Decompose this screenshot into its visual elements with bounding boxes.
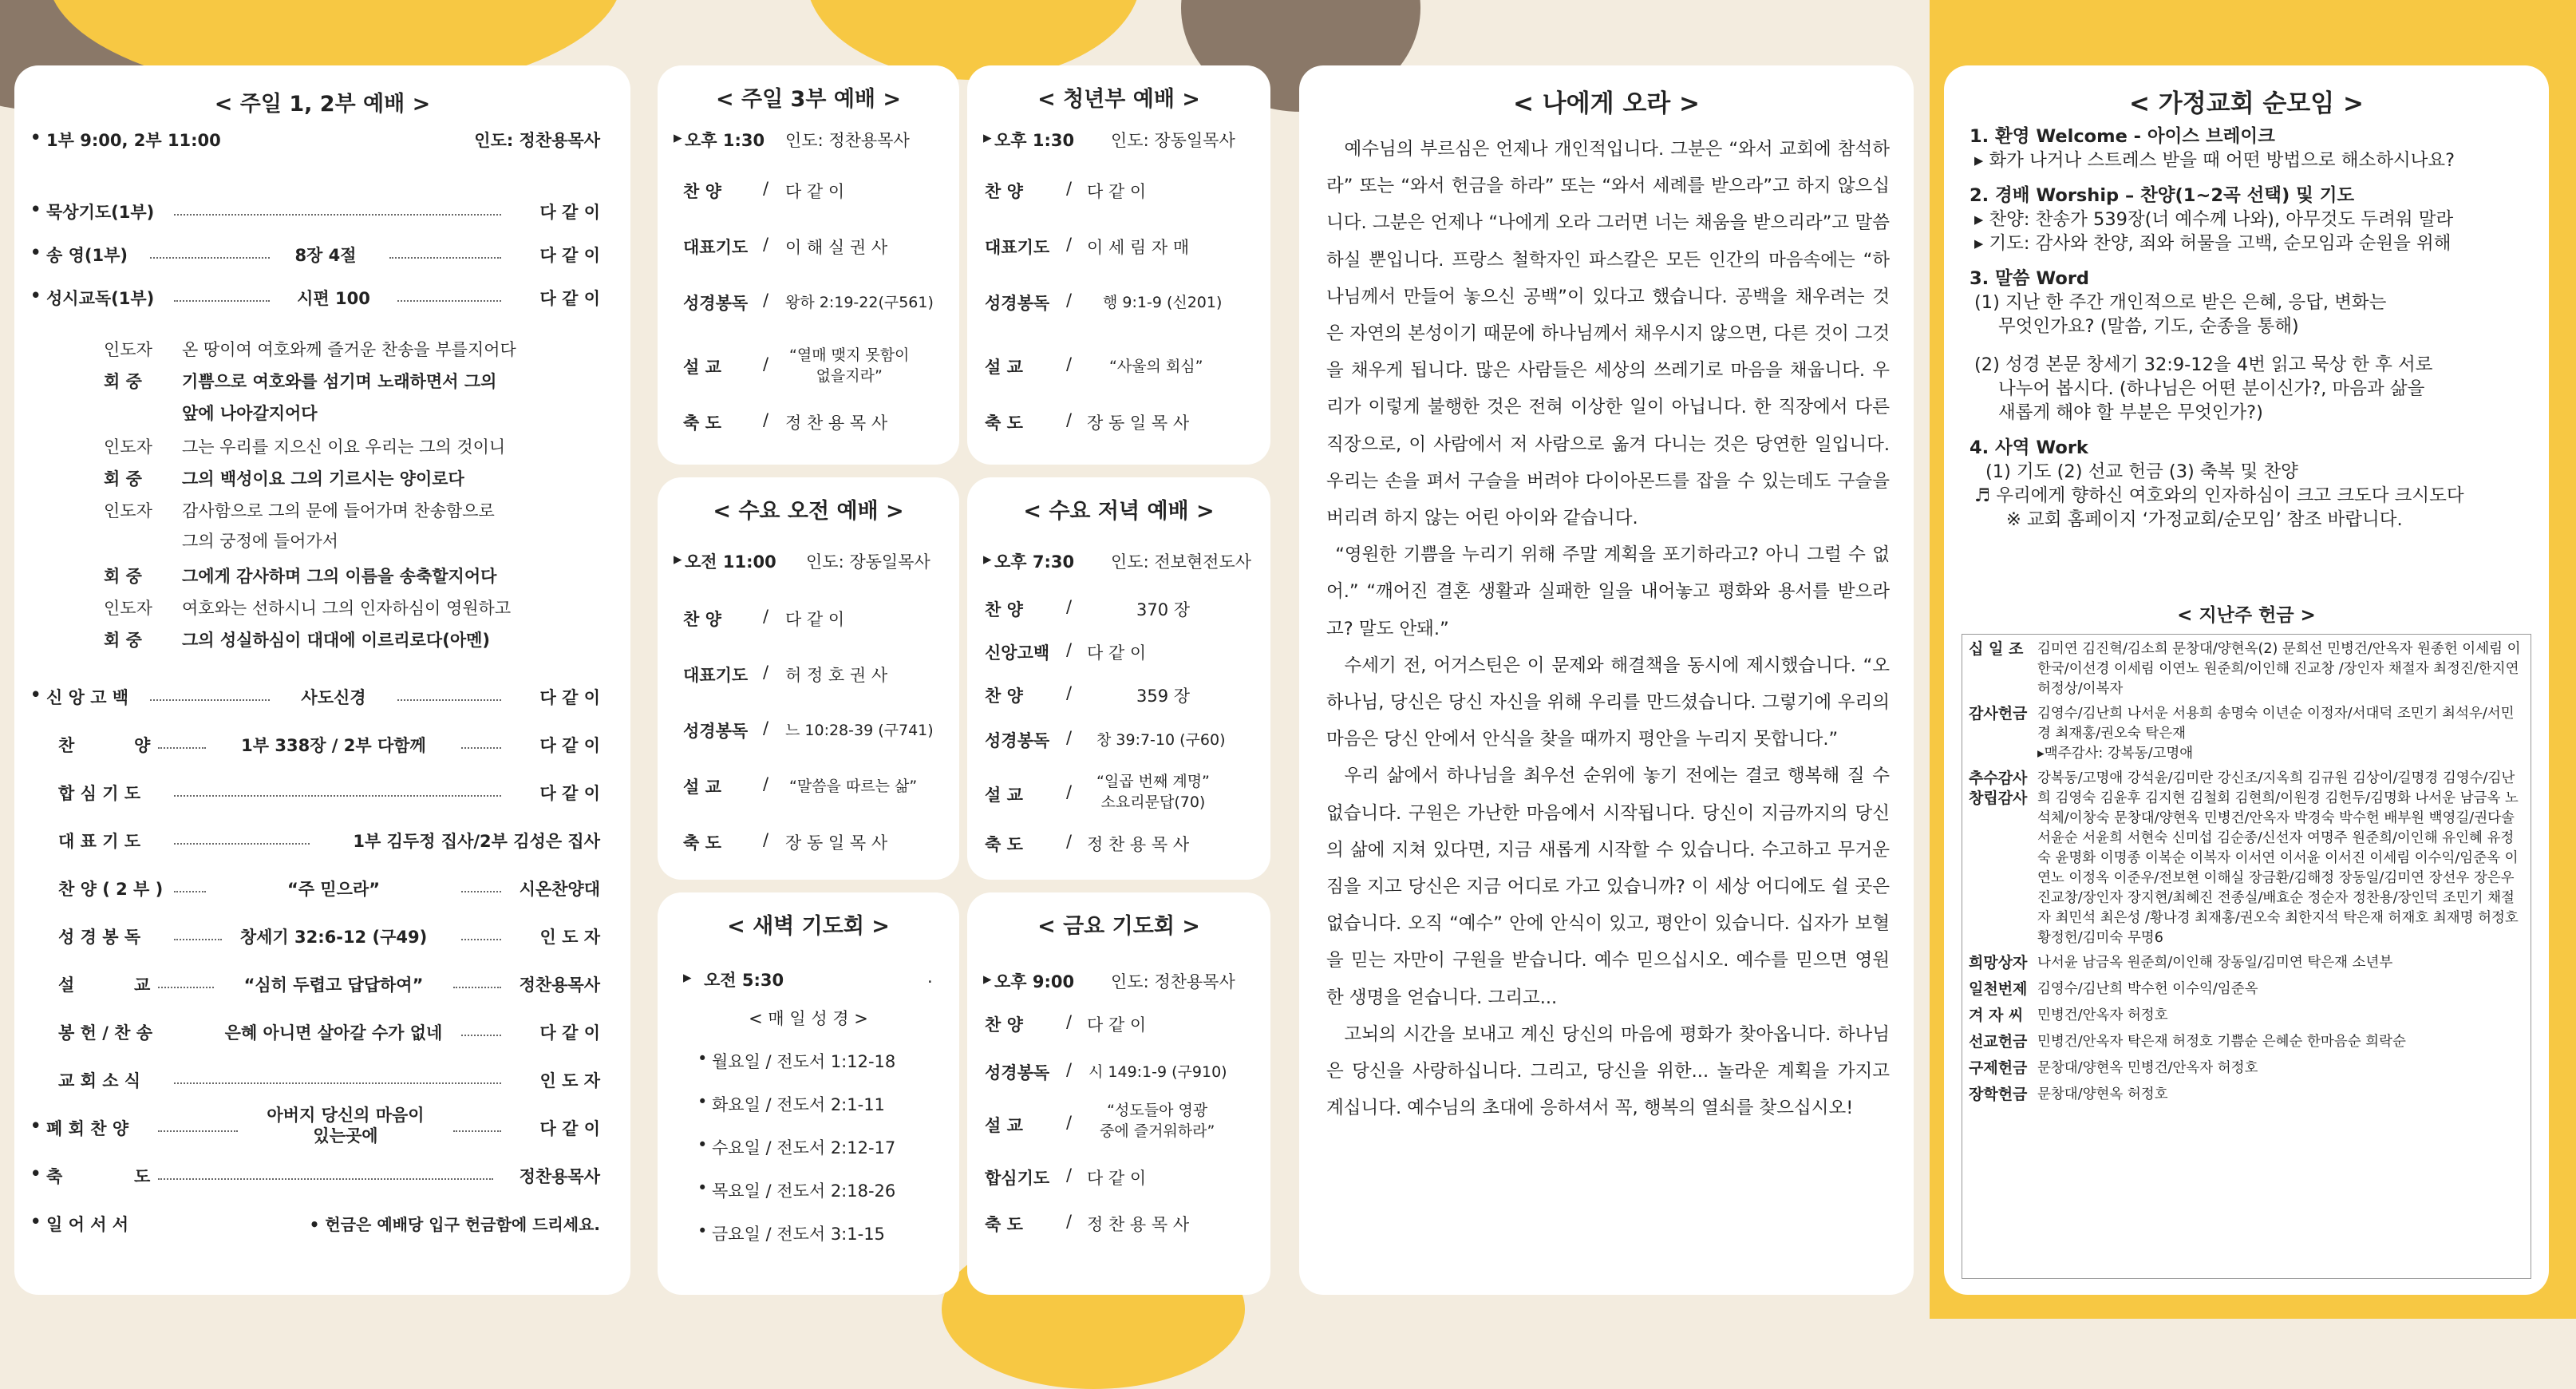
dotted-leader	[461, 1035, 501, 1036]
dotted-leader	[158, 1130, 238, 1132]
dotted-leader	[461, 939, 501, 940]
order-performer: 정찬용목사	[519, 1167, 600, 1186]
order-performer: 다 같 이	[539, 784, 600, 803]
service-time: 1부 9:00, 2부 11:00	[46, 131, 221, 150]
service-leader: 인도: 장동일목사	[806, 552, 930, 572]
order-detail: 8장 4절	[294, 246, 357, 265]
essay-paragraph: “영원한 기쁨을 누리기 위해 주말 계획을 포기하라고? 아니 그럴 수 없어.” “깨어진 결혼 생활과 실패한 일을 내어놓고 평화와 용서를 받으라고? 말도 안돼.”	[1326, 544, 1890, 639]
order-performer: 다 같 이	[539, 688, 600, 707]
service-leader: 인도: 정찬용목사	[785, 131, 910, 150]
order-performer: 인 도 자	[539, 1071, 600, 1090]
dotted-leader	[174, 214, 501, 216]
dotted-leader	[397, 699, 501, 701]
order-performer: 시온찬양대	[519, 880, 600, 899]
wed-morning-card: < 수요 오전 예배 > ▸ 오전 11:00 인도: 장동일목사 찬 양 / 다 같 이 대표기도 / 허 정 호 권 사 성경봉독 / 느 10:28-39 (구741) 설 교 / “말씀을 따르는 삶” 축 도 / 장 동 일 목 사	[658, 477, 959, 880]
dawn-prayer-title: < 새벽 기도회 >	[727, 914, 890, 939]
dotted-leader	[397, 300, 501, 302]
order-label: 찬	[58, 736, 75, 755]
wed-evening-card: < 수요 저녁 예배 > ▸ 오후 7:30 인도: 전보현전도사 찬 양 / 370 장 신앙고백 / 다 같 이 찬 양 / 359 장 성경봉독 / 창 39:7-10 (구60) 설 교 / “일곱 번째 계명” 소요리문답(70) 축 도 / 정 찬 용 목 사	[967, 477, 1270, 880]
work-section: 4. 사역 Work (1) 기도 (2) 선교 헌금 (3) 축복 및 찬양 ♬ 우리에게 향하신 여호와의 인자하심이 크고 크도다 크시도다 ※ 교회 홈페이지 ‘가정교회/순모임’ 참조 바랍니다.	[1970, 437, 2464, 530]
dotted-leader	[461, 747, 501, 749]
essay-title: < 나에게 오라 >	[1512, 89, 1701, 118]
essay-body	[1326, 131, 1890, 1126]
order-label: 성 경 봉 독	[58, 928, 141, 947]
order-label: 봉 헌 / 찬 송	[58, 1023, 153, 1043]
offering-row: 장학헌금 문창대/양현옥 허정호	[1969, 1086, 2168, 1103]
service-time: 오후 1:30	[994, 131, 1075, 150]
order-label: 폐 회 찬 양	[46, 1119, 129, 1138]
order-detail: 시편 100	[297, 289, 370, 308]
wed-morning-title: < 수요 오전 예배 >	[713, 499, 904, 524]
dotted-leader	[453, 1130, 501, 1132]
essay-paragraph: 예수님의 부르심은 언제나 개인적입니다. 그분은 “와서 교회에 참석하라” 또는 “와서 헌금을 하라” 또는 “와서 세례를 받으라”고 하지 않으십니다. 그분은 언제나 “나에게 오라 그러면 너는 채움을 받으리라”고 말씀하실 뿐입니다. 프랑스 철학자인 파스칼은 모든 인간의 마음속에는 “하나님께서 만들어 놓으신 공백”이 있다고 했습니다. 공백을 채우려는 것은 자연의 본성이기 때문에 하나님께서 채우시지 않으면, 다른 것이 그것을 채우게 됩니다. 많은 사람들은 세상의 쓰레기로 마음을 채웁니다. 우리가 이렇게 불행한 것은 전혀 이상한 일이 아닙니다. 한 직장에서 다른 직장으로, 이 사람에서 저 사람으로 옮겨 다니는 것은 당연한 일입니다. 우리는 손을 펴서 구슬을 버려야 다이아몬드를 잡을 수 있는데도 구슬을 버리려 하지 않는 어린 아이와 같습니다.	[1326, 139, 1890, 529]
welcome-section: 1. 환영 Welcome - 아이스 브레이크 ▸ 화가 나거나 스트레스 받을 때 어떤 방법으로 해소하시나요?	[1970, 126, 2455, 171]
youth-title: < 청년부 예배 >	[1037, 87, 1200, 112]
dotted-leader	[174, 843, 310, 845]
order-label: 묵상기도(1부)	[46, 203, 155, 222]
order-detail: 1부 338장 / 2부 다함께	[241, 736, 426, 755]
order-detail: 은혜 아니면 살아갈 수가 없네	[224, 1023, 443, 1043]
order-detail: 창세기 32:6-12 (구49)	[239, 928, 428, 947]
dotted-leader	[158, 747, 206, 749]
friday-prayer-card: < 금요 기도회 > ▸ 오후 9:00 인도: 정찬용목사 찬 양 / 다 같 이 성경봉독 / 시 149:1-9 (구910) 설 교 / “성도들아 영광 중에 즐거워하라” 합심기도 / 다 같 이 축 도 / 정 찬 용 목 사	[967, 892, 1270, 1295]
dawn-prayer-card: < 새벽 기도회 > ▸ 오전 5:30 . < 매 일 성 경 > • 월요일 / 전도서 1:12-18 • 화요일 / 전도서 2:1-11 • 수요일 / 전도서 2:12-17 • 목요일 / 전도서 2:18-26 • 금요일 / 전도서 3:1-15	[658, 892, 959, 1295]
offering-row: 일천번제 김영수/김난희 박수헌 이수익/임준옥	[1969, 980, 2258, 998]
offering-title: < 지난주 헌금 >	[2177, 605, 2316, 626]
sunday-worship-title: < 주일 1, 2부 예배 >	[214, 92, 431, 117]
order-label: 성시교독(1부)	[46, 289, 155, 308]
offering-notice: • 헌금은 예배당 입구 헌금함에 드리세요.	[309, 1215, 600, 1234]
order-label-2: 양	[134, 736, 151, 755]
youth-card: < 청년부 예배 > ▸ 오후 1:30 인도: 장동일목사 찬 양 / 다 같 이 대표기도 / 이 세 림 자 매 성경봉독 / 행 9:1-9 (신201) 설 교 / “사울의 회심” 축 도 / 장 동 일 목 사	[967, 65, 1270, 465]
offering-row: 추수감사 창립감사 강복동/고명애 강석윤/김미란 강신조/지옥희 김규원 김상이/길명경 김영수/김난희 김영숙 김윤후 김지현 김철회 김현희/이원경 김헌두/김명화 나서운 남금옥 노석체/이창숙 문창대/양현옥 민병건/안옥자 박경숙 박수헌 배부원 백영길/권다솔 서윤순 서윤희 서현숙 신미섭 김순종/신선자 여명주 원준희/이인해 유인혜 유정숙 윤명화 이명종 이복순 이복자 이서연 이서윤 이서진 이세림 이수익/임준옥 이연노 이정옥 이준우/전보현 이해실 장금환/김해정 장동일/김미연 장선우 장은우 진교창/장인자 장지현/최혜진 전종실/배효순 정순자 정찬용/장인덕 조민기 채절자 최민석 최은성 /황나경 최재홍/권오숙 최한지석 탁은재 허재호 최재명 허정호 황정헌/김미숙 무명6	[1969, 770, 2519, 946]
essay-paragraph: 수세기 전, 어거스틴은 이 문제와 해결책을 동시에 제시했습니다. “오 하나님, 당신은 당신 자신을 위해 우리를 만드셨습니다. 그렇기에 우리의 마음은 당신 안에서 안식을 찾을 때까지 평안을 누리지 못합니다.”	[1326, 655, 1890, 750]
service-time: 오후 7:30	[994, 552, 1075, 572]
worship-section: 2. 경배 Worship – 찬양(1~2곡 선택) 및 기도 ▸ 찬양: 찬송가 539장(너 예수께 나와), 아무것도 두려워 말라 ▸ 기도: 감사와 찬양, 죄와 허물을 고백, 순모임과 순원을 위해	[1970, 185, 2454, 254]
offering-row: 겨 자 씨 민병건/안옥자 허정호	[1969, 1007, 2168, 1024]
service-time: 오후 9:00	[994, 972, 1075, 991]
order-performer: 1부 김두정 집사/2부 김성은 집사	[353, 832, 600, 851]
order-label: 찬 양 ( 2 부 )	[58, 880, 164, 899]
essay-card	[1299, 65, 1914, 1295]
order-label: 축	[46, 1167, 63, 1186]
order-performer: 정찬용목사	[519, 975, 600, 995]
dotted-leader	[174, 891, 206, 892]
home-church-card	[1944, 65, 2549, 1295]
dotted-leader	[453, 987, 501, 988]
dotted-leader	[158, 1178, 493, 1180]
offering-row: 선교헌금 민병건/안옥자 탁은재 허정호 기쁨순 은혜순 한마음순 희락순	[1969, 1033, 2406, 1051]
daily-bible-subtitle: < 매 일 성 경 >	[749, 1009, 868, 1028]
order-performer: 인 도 자	[539, 928, 600, 947]
offering-row: 십 일 조 김미연 김진혁/김소희 문창대/양현옥(2) 문희선 민병건/안옥자 원종헌 이세림 이한국/이선경 이세림 이연노 원준희/이인해 진교창 /장인자 채절자 최정진/한지연 허정상/이복자	[1969, 640, 2521, 697]
order-label: 설	[58, 975, 75, 995]
service-time: 오전 11:00	[685, 552, 776, 572]
order-label-2: 교	[134, 975, 151, 995]
dotted-leader	[461, 891, 501, 892]
order-label: 일 어 서 서	[46, 1215, 129, 1234]
order-row: 설 교 / “일곱 번째 계명” 소요리문답(70)	[985, 773, 1210, 811]
offering-row: 희망상자 나서윤 남금옥 원준희/이인해 장동일/김미연 탁은재 소년부	[1969, 954, 2393, 972]
order-label: 송 영(1부)	[46, 246, 128, 265]
sunday3-card: < 주일 3부 예배 > ▸ 오후 1:30 인도: 정찬용목사 찬 양 / 다 같 이 대표기도 / 이 해 실 권 사 성경봉독 / 왕하 2:19-22(구561) 설 교 / “열매 맺지 못함이 없을지라” 축 도 / 정 찬 용 목 사	[658, 65, 959, 465]
essay-paragraph: 고뇌의 시간을 보내고 계신 당신의 마음에 평화가 찾아옵니다. 하나님은 당신을 사랑하십니다. 그리고, 당신을 위한... 놀라운 계획을 가지고 계십니다. 예수님의 초대에 응하셔서 꼭, 행복의 열쇠를 찾으십시오!	[1326, 1023, 1890, 1119]
service-time: 오후 1:30	[685, 131, 765, 150]
home-church-title: < 가정교회 순모임 >	[2129, 89, 2364, 118]
order-label: 대 표 기 도	[58, 832, 141, 851]
service-time: 오전 5:30	[704, 971, 784, 990]
essay-paragraph: 우리 삶에서 하나님을 최우선 순위에 놓기 전에는 결코 행복해 질 수 없습니다. 구원은 가난한 마음에서 시작됩니다. 당신이 지금까지의 당신의 삶에 지쳐 있다면, 지금 새롭게 시작할 수 있습니다. 수고하고 무거운 짐을 지고 당신은 지금 어디로 가고 있습니까? 이 세상 어디에도 쉴 곳은 없습니다. 오직 “예수” 안에 안식이 있고, 평안이 있습니다. 십자가 보혈을 믿는 자만이 구원을 받습니다. 예수 믿으십시오. 예수를 믿으면 영원한 생명을 얻습니다. 그리고...	[1326, 766, 1890, 1008]
service-leader: 인도: 정찬용목사	[474, 131, 600, 150]
wed-evening-title: < 수요 저녁 예배 >	[1023, 499, 1215, 524]
sunday3-title: < 주일 3부 예배 >	[715, 87, 902, 112]
order-label: 합 심 기 도	[58, 784, 141, 803]
order-performer: 다 같 이	[539, 736, 600, 755]
service-leader: 인도: 전보현전도사	[1111, 552, 1252, 572]
order-detail: “심히 두렵고 답답하여”	[243, 975, 424, 995]
dotted-leader	[158, 987, 214, 988]
home-church-guide	[1970, 125, 2531, 543]
order-row: • 폐 회 찬 양 아버지 당신의 마음이 있는곳에 다 같 이	[30, 1106, 600, 1146]
order-detail: 사도신경	[301, 688, 366, 707]
service-leader: 인도: 정찬용목사	[1111, 972, 1235, 991]
order-label: 교 회 소 식	[58, 1071, 141, 1090]
order-performer: 다 같 이	[539, 203, 600, 222]
order-detail: 아버지 당신의 마음이 있는곳에	[267, 1106, 425, 1146]
friday-prayer-title: < 금요 기도회 >	[1037, 914, 1200, 939]
order-performer: 다 같 이	[539, 246, 600, 265]
offering-list	[1962, 634, 2531, 1279]
dotted-leader	[150, 257, 270, 259]
order-performer: 다 같 이	[539, 1023, 600, 1043]
dotted-leader	[174, 1082, 501, 1084]
dotted-leader	[174, 795, 501, 797]
dotted-leader	[150, 699, 270, 701]
order-label: 신 앙 고 백	[46, 688, 129, 707]
offering-row: 구제헌금 문창대/양현옥 민병건/안옥자 허정호	[1969, 1059, 2258, 1077]
order-label-2: 도	[134, 1167, 151, 1186]
dotted-leader	[174, 300, 270, 302]
order-row: 설 교 / “성도들아 영광 중에 즐거워하라”	[985, 1102, 1215, 1140]
order-performer: 다 같 이	[539, 289, 600, 308]
order-detail: “주 믿으라”	[286, 880, 381, 899]
word-section: 3. 말씀 Word (1) 지난 한 주간 개인적으로 받은 은혜, 응답, 변화는 무엇인가요? (말씀, 기도, 순종을 통해) (2) 성경 본문 창세기 32:9-12을 4번 읽고 묵상 한 후 서로 나누어 봅시다. (하나님은 어떤 분이신가?, 마음과 삶을 새롭게 해야 할 부분은 무엇인가?)	[1970, 268, 2433, 423]
offering-row: 감사헌금 김영수/김난희 나서운 서용희 송명숙 이년순 이정자/서대덕 조민기 최석우/서민경 최재홍/권오숙 탁은재 ▸맥주감사: 강복동/고명애	[1969, 705, 2515, 762]
dotted-leader	[389, 257, 501, 259]
service-leader: 인도: 장동일목사	[1111, 131, 1235, 150]
dotted-leader	[174, 939, 222, 940]
order-performer: 다 같 이	[539, 1119, 600, 1138]
sunday-worship-card: < 주일 1, 2부 예배 > • 1부 9:00, 2부 11:00 인도: 정찬용목사 • 묵상기도(1부) 다 같 이 • 송 영(1부) 8장 4절 다 같 이 • 성시교독(1부) 시편 100 다 같 이 인도자 온 땅이여 여호와께 즐거운 찬송을 부를지어다 회 중 기쁨으로 여호와를 섬기며 노래하면서 그의 앞에 나아갈지어다 인도자 그는 우리를 지으신 이요 우리는 그의 것이니 회 중 그의 백성이요 그의 기르시는 양이로다 인도자 감사함으로 그의 문에 들어가며 찬송함으로 그의 궁정에 들어가서 회 중 그에게 감사하며 그의 이름을 송축할지어다 인도자 여호와는 선하시니 그의 인자하심이 영원하고 회 중 그의 성실하심이 대대에 이르리로다(아멘) • 신 앙 고 백 사도신경 다 같 이 찬 양 1부 338장 / 2부 다함께 다 같 이 합 심 기 도 다 같 이 대 표 기 도 1부 김두정 집사/2부 김성은 집사 찬 양 ( 2 부 ) “주 믿으라” 시온찬양대 성 경 봉 독 창세기 32:6-12 (구49) 인 도 자 설 교 “심히 두렵고 답답하여” 정찬용목사 봉 헌 / 찬 송 은혜 아니면 살아갈 수가 없네 다 같 이 교 회 소 식 인 도 자 • 폐 회 찬 양 아버지 당신의 마음이 있는곳에 다 같 이 • 축 도 정찬용목사 • 일 어 서 서 • 헌금은 예배당 입구 헌금함에 드리세요.	[14, 65, 630, 1295]
